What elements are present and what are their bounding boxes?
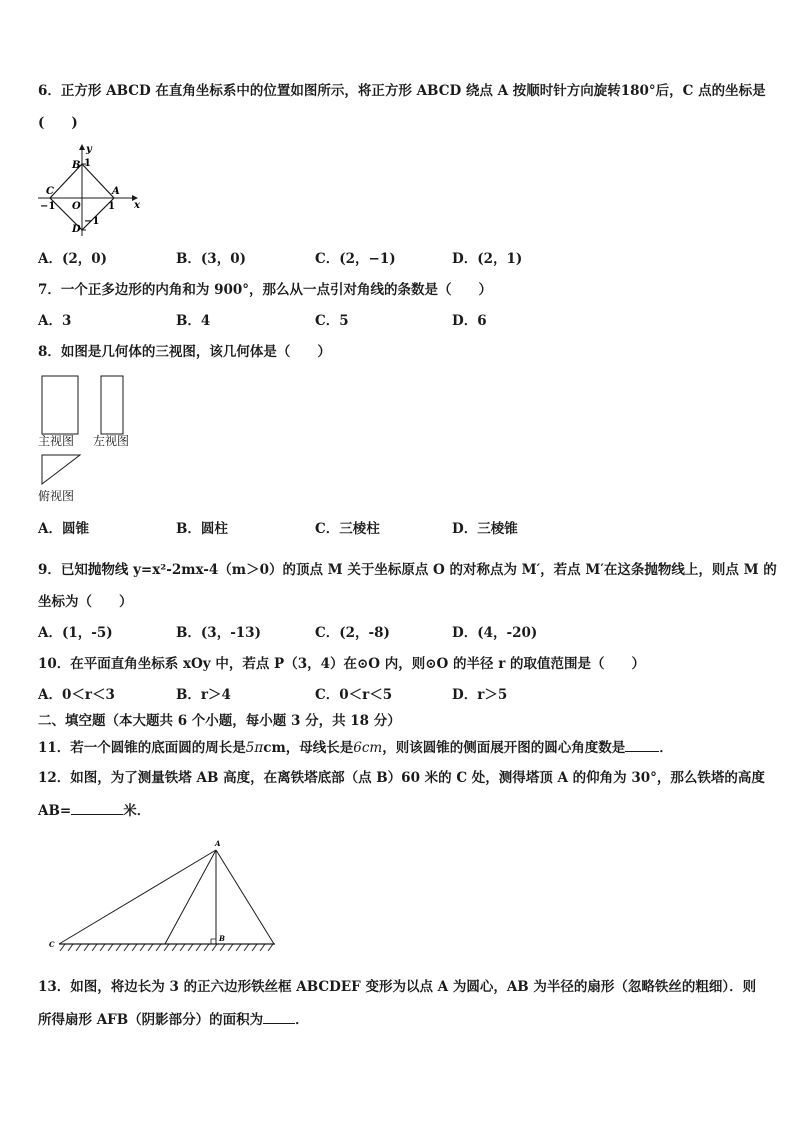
q12-answer-blank[interactable] <box>71 801 123 815</box>
q12-stem-line1: 12．如图，为了测量铁塔 AB 高度，在离铁塔底部（点 B）60 米的 C 处，测得塔顶 A 的仰角为 30°，那么铁塔的高度 <box>38 770 765 786</box>
axis-y-label: y <box>86 144 92 155</box>
point-a-label: A <box>215 839 221 848</box>
q13-stem-line2 <box>38 1010 309 1029</box>
q11-text-end: ． <box>659 740 673 756</box>
top-view-triangle <box>42 455 80 484</box>
q8-option-b[interactable]: B．圆柱 <box>176 521 228 537</box>
q9-option-d[interactable]: D．(4，-20) <box>452 625 538 641</box>
q6-coordinate-figure <box>36 142 146 242</box>
axis-x-label: x <box>134 200 140 211</box>
vertex-c-label: C <box>46 186 54 197</box>
top-view-label: 俯视图 <box>38 489 75 503</box>
vertex-d-label: D <box>72 224 81 235</box>
q11-circumference: 5π <box>245 740 264 756</box>
side-view-label: 左视图 <box>93 434 130 448</box>
point-c-label: C <box>49 940 55 949</box>
q8-option-a[interactable]: A．圆锥 <box>38 521 89 537</box>
tower-right-brace <box>216 850 274 944</box>
q10-option-a[interactable]: A．0＜r＜3 <box>38 687 115 703</box>
q11-text-pre: 11．若一个圆锥的底面圆的周长是 <box>38 740 246 756</box>
q7-stem: 7．一个正多边形的内角和为 900°，那么从一点引对角线的条数是（ ） <box>38 282 493 298</box>
q13-answer-blank[interactable] <box>263 1010 295 1024</box>
tick-neg-y: −1 <box>84 216 100 227</box>
q13-stem-line1: 13．如图，将边长为 3 的正六边形铁丝框 ABCDEF 变形为以点 A 为圆心，AB 为半径的扇形（忽略铁丝的粗细）．则 <box>38 979 757 995</box>
point-b-label: B <box>219 934 225 943</box>
q11-slant-height: 6cm <box>353 740 383 756</box>
q7-option-c[interactable]: C．5 <box>315 313 349 329</box>
tower-left-brace <box>165 850 216 944</box>
q7-option-d[interactable]: D．6 <box>452 313 487 329</box>
tick-pos-x: 1 <box>108 201 115 212</box>
q9-option-b[interactable]: B．(3，-13) <box>176 625 261 641</box>
tick-neg-x: −1 <box>40 201 56 212</box>
q6-stem-line2: ( ) <box>38 115 78 131</box>
q7-option-b[interactable]: B．4 <box>176 313 211 329</box>
q6-option-a[interactable]: A．(2，0) <box>38 251 108 267</box>
q10-option-b[interactable]: B．r＞4 <box>176 687 231 703</box>
q13-text-post: ． <box>295 1012 309 1028</box>
side-view-rect <box>101 376 123 434</box>
q11-text-mid: cm，母线长是 <box>263 740 354 756</box>
q7-option-a[interactable]: A．3 <box>38 313 72 329</box>
front-view-label: 主视图 <box>38 434 75 448</box>
q8-stem: 8．如图是几何体的三视图，该几何体是（ ） <box>38 344 331 360</box>
q11-answer-blank[interactable] <box>625 738 659 752</box>
tick-pos-y: 1 <box>84 158 91 169</box>
q11-stem <box>38 738 673 757</box>
front-view-rect <box>42 376 78 434</box>
q12-tower-figure <box>45 834 285 959</box>
q6-option-b[interactable]: B．(3，0) <box>176 251 246 267</box>
vertex-b-label: B <box>72 160 81 171</box>
q6-option-d[interactable]: D．(2，1) <box>452 251 523 267</box>
q9-option-a[interactable]: A．(1，-5) <box>38 625 113 641</box>
q12-text-post: 米． <box>123 803 151 819</box>
q10-stem: 10．在平面直角坐标系 xOy 中，若点 P（3，4）在⊙O 内，则⊙O 的半径 r 的取值范围是（ ） <box>38 656 646 672</box>
q13-text-pre: 所得扇形 AFB（阴影部分）的面积为 <box>38 1012 264 1028</box>
vertex-a-label: A <box>112 186 120 197</box>
q10-option-c[interactable]: C．0＜r＜5 <box>315 687 393 703</box>
q9-stem-line2: 坐标为（ ） <box>38 594 133 610</box>
q9-option-c[interactable]: C．(2，-8) <box>315 625 390 641</box>
origin-label: O <box>72 201 81 212</box>
q10-option-d[interactable]: D．r＞5 <box>452 687 508 703</box>
q9-stem-line1: 9．已知抛物线 y=x²-2mx-4（m＞0）的顶点 M 关于坐标原点 O 的对称点为 M′，若点 M′在这条抛物线上，则点 M 的 <box>38 562 777 578</box>
q8-option-c[interactable]: C．三棱柱 <box>315 521 380 537</box>
line-ca <box>59 850 216 944</box>
q6-stem-line1: 6．正方形 ABCD 在直角坐标系中的位置如图所示，将正方形 ABCD 绕点 A 按顺时针方向旋转180°后，C 点的坐标是 <box>38 83 766 99</box>
q12-text-pre: AB= <box>38 803 72 819</box>
q8-option-d[interactable]: D．三棱锥 <box>452 521 518 537</box>
q12-stem-line2 <box>38 801 150 820</box>
section-2-heading: 二、填空题（本大题共 6 个小题，每小题 3 分，共 18 分） <box>38 713 401 729</box>
q11-text-post: ，则该圆锥的侧面展开图的圆心角度数是 <box>382 740 626 756</box>
q6-option-c[interactable]: C．(2，−1) <box>315 251 396 267</box>
